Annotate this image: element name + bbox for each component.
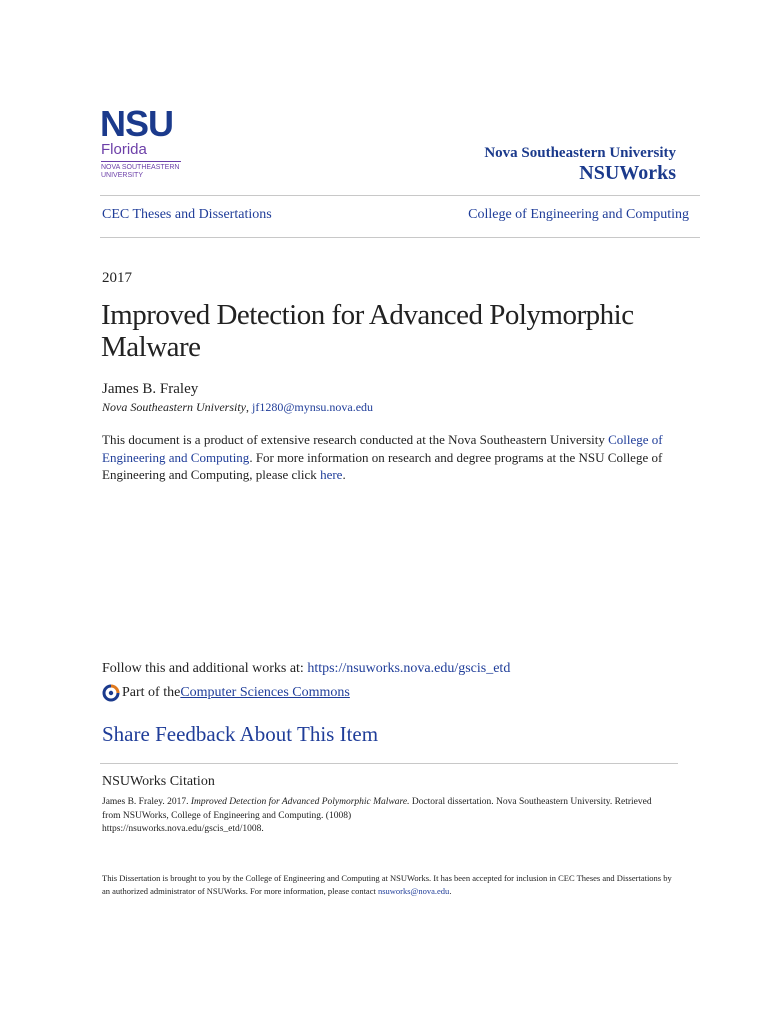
link-college-engineering[interactable]: College of Engineering and Computing	[468, 207, 689, 222]
logo-florida: Florida	[101, 141, 147, 158]
citation-pre: James B. Fraley. 2017.	[102, 797, 191, 807]
affiliation-text: Nova Southeastern University	[102, 400, 246, 414]
description-text-3: .	[342, 467, 346, 482]
follow-label: Follow this and additional works at:	[102, 661, 308, 676]
repository-name[interactable]: NSUWorks	[579, 162, 676, 184]
citation-body	[102, 796, 662, 837]
citation-divider	[100, 763, 678, 764]
link-cec-theses[interactable]: CEC Theses and Dissertations	[102, 207, 272, 222]
logo-subtitle: NOVA SOUTHEASTERN UNIVERSITY	[101, 164, 180, 179]
publication-year: 2017	[102, 270, 132, 286]
header-divider	[100, 195, 700, 196]
document-title: Improved Detection for Advanced Polymorphic Malware	[101, 299, 634, 363]
description-here-link[interactable]: here	[320, 467, 343, 482]
computer-sciences-commons-link[interactable]: Computer Sciences Commons	[180, 685, 350, 700]
follow-line	[102, 661, 510, 677]
description-text-1: This document is a product of extensive research conducted at the Nova Southeastern University	[102, 432, 609, 447]
university-name[interactable]: Nova Southeastern University	[484, 145, 676, 161]
author-affiliation	[102, 400, 373, 415]
footer-notice	[102, 872, 672, 898]
citation-url: https://nsuworks.nova.edu/gscis_etd/1008.	[102, 824, 264, 834]
footer-end: .	[449, 886, 452, 896]
description-text-2: . For more information on research and degree programs at the NSU College of Engineering and Computing, please click	[102, 449, 663, 482]
nav-divider	[100, 237, 700, 238]
author-email-link[interactable]: jf1280@mynsu.nova.edu	[251, 400, 374, 414]
citation-title: Improved Detection for Advanced Polymorphic Malware.	[190, 797, 410, 807]
contact-email-link[interactable]: nsuworks@nova.edu	[377, 886, 450, 896]
follow-url-link[interactable]: https://nsuworks.nova.edu/gscis_etd	[307, 661, 511, 676]
part-of-label: Part of the	[122, 685, 181, 700]
commons-network-icon	[102, 684, 120, 702]
footer-text: This Dissertation is brought to you by the College of Engineering and Computing at NSUWorks. It has been accepted for inclusion in CEC Theses and Dissertations by an authorized administrator of NSUWorks. For more information, please contact	[102, 873, 672, 896]
description-college-link[interactable]: College of Engineering and Computing	[102, 432, 663, 465]
affiliation-separator: ,	[245, 400, 252, 414]
citation-post: Doctoral dissertation. Nova Southeastern University. Retrieved from NSUWorks, College of Engineering and Computing. (1008)	[102, 797, 652, 821]
logo-nsu: NSU	[100, 103, 174, 144]
logo-divider	[101, 161, 181, 162]
description	[102, 431, 672, 484]
part-of-line	[102, 684, 350, 702]
share-feedback-link[interactable]: Share Feedback About This Item	[102, 722, 379, 746]
author-name: James B. Fraley	[102, 381, 199, 397]
citation-heading: NSUWorks Citation	[102, 774, 215, 789]
